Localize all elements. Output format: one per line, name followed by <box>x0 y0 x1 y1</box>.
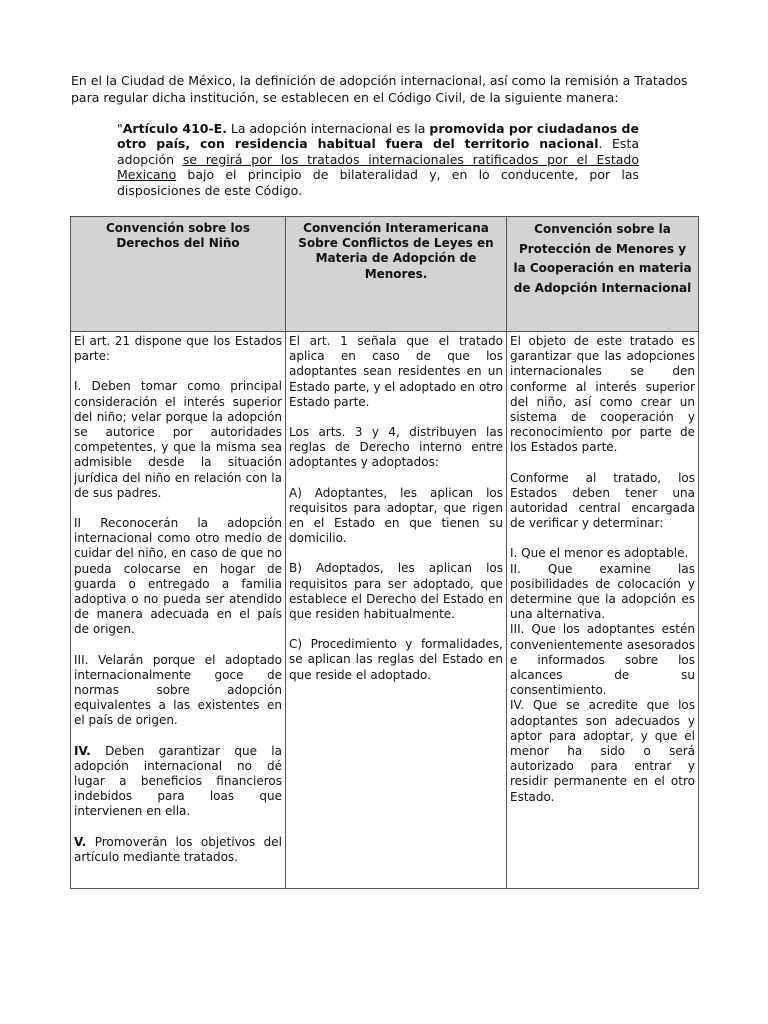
conventions-table <box>70 216 699 889</box>
table-header-row <box>71 217 699 332</box>
quote-text-3: bajo el principio de bilateralidad y, en lo conducente, por las disposiciones de este Código. <box>117 167 639 198</box>
cell-paragraph: I. Deben tomar como principal consideración el interés superior del niño; velar porque la adopción se autorice por autoridades competentes, y que la misma sea admisible desde la situación jurídica del niño en relación con la de sus padres. <box>74 379 282 500</box>
cell-paragraph: Conforme al tratado, los Estados deben tener una autoridad central encargada de verificar y determinar: <box>510 470 695 531</box>
cell-proteccion-menores <box>507 332 699 889</box>
cell-paragraph <box>74 835 282 865</box>
cell-paragraph: C) Procedimiento y formalidades, se aplican las reglas del Estado en que reside el adoptado. <box>289 637 503 682</box>
cell-list-item: I. Que el menor es adoptable. <box>510 546 689 561</box>
header-convencion-derechos-nino: Convención sobre los Derechos del Niño <box>71 217 286 332</box>
article-number: Artículo 410-E. <box>122 121 227 136</box>
cell-paragraph: III. Velarán porque el adoptado internacionalmente goce de normas sobre adopción equivalentes a las existentes en el país de origen. <box>74 652 282 728</box>
table-row <box>71 332 699 889</box>
quote-text-2: . Esta adopción <box>117 136 640 167</box>
quote-bold-text: promovida por ciudadanos de otro país, con residencia habitual fuera del territorio nacional <box>117 121 639 152</box>
cell-list-item: III. Que los adoptantes estén convenientemente asesorados e informados sobre los alcances de su consentimiento. <box>510 622 695 698</box>
header-convencion-interamericana: Convención Interamericana Sobre Conflictos de Leyes en Materia de Adopción de Menores. <box>286 217 507 332</box>
article-quote <box>117 121 639 198</box>
cell-paragraph: II Reconocerán la adopción internacional como otro medio de cuidar del niño, en caso de que no pueda colocarse en hogar de guarda o entregado a familia adoptiva o no pueda ser atendido de manera adecuada en el país de origen. <box>74 516 282 637</box>
cell-interamericana <box>286 332 507 889</box>
cell-paragraph: El art. 1 señala que el tratado aplica en caso de que los adoptantes sean residentes en un Estado parte, y el adoptado en otro Estado parte. <box>289 334 503 409</box>
item-number: IV. <box>74 743 91 758</box>
cell-paragraph <box>74 744 282 820</box>
quote-text-1: La adopción internacional es la <box>226 121 430 136</box>
cell-paragraph: Los arts. 3 y 4, distribuyen las reglas de Derecho interno entre adoptantes y adoptados: <box>289 425 503 470</box>
header-convencion-proteccion-menores: Convención sobre la Protección de Menores y la Cooperación en materia de Adopción Internacional <box>507 217 699 332</box>
cell-paragraph: A) Adoptantes, les aplican los requisitos para adoptar, que rigen en el Estado en que tienen su domicilio. <box>289 485 503 546</box>
item-text: Deben garantizar que la adopción internacional no dé lugar a beneficios financieros indebidos para loas que intervienen en ella. <box>74 743 282 819</box>
cell-paragraph: B) Adoptados, les aplican los requisitos para ser adoptado, que establece el Derecho del Estado en que residen habitualmente. <box>289 561 503 622</box>
intro-paragraph: En el la Ciudad de México, la definición de adopción internacional, así como la remisión a Tratados para regular dicha institución, se establecen en el Código Civil, de la siguiente manera: <box>71 73 688 105</box>
quote-open-mark: " <box>117 121 123 136</box>
quote-underlined-text: se regirá por los tratados internacionales ratificados por el Estado Mexicano <box>117 151 639 183</box>
cell-derechos-nino <box>71 332 286 889</box>
cell-paragraph: El art. 21 dispone que los Estados parte: <box>74 334 282 364</box>
cell-list-item: IV. Que se acredite que los adoptantes son adecuados y aptor para adoptar, y que el menor ha sido o será autorizado para entrar y residir permanente en el otro Estado. <box>510 698 695 804</box>
item-text: Promoverán los objetivos del artículo mediante tratados. <box>74 834 282 864</box>
cell-paragraph: El objeto de este tratado es garantizar que las adopciones internacionales se den conforme al interés superior del niño, así como crear un sistema de cooperación y reconocimiento por parte de los Estados parte. <box>510 334 695 455</box>
cell-list-item: II. Que examine las posibilidades de colocación y determine que la adopción es una alternativa. <box>510 561 695 622</box>
item-number: V. <box>74 834 87 849</box>
